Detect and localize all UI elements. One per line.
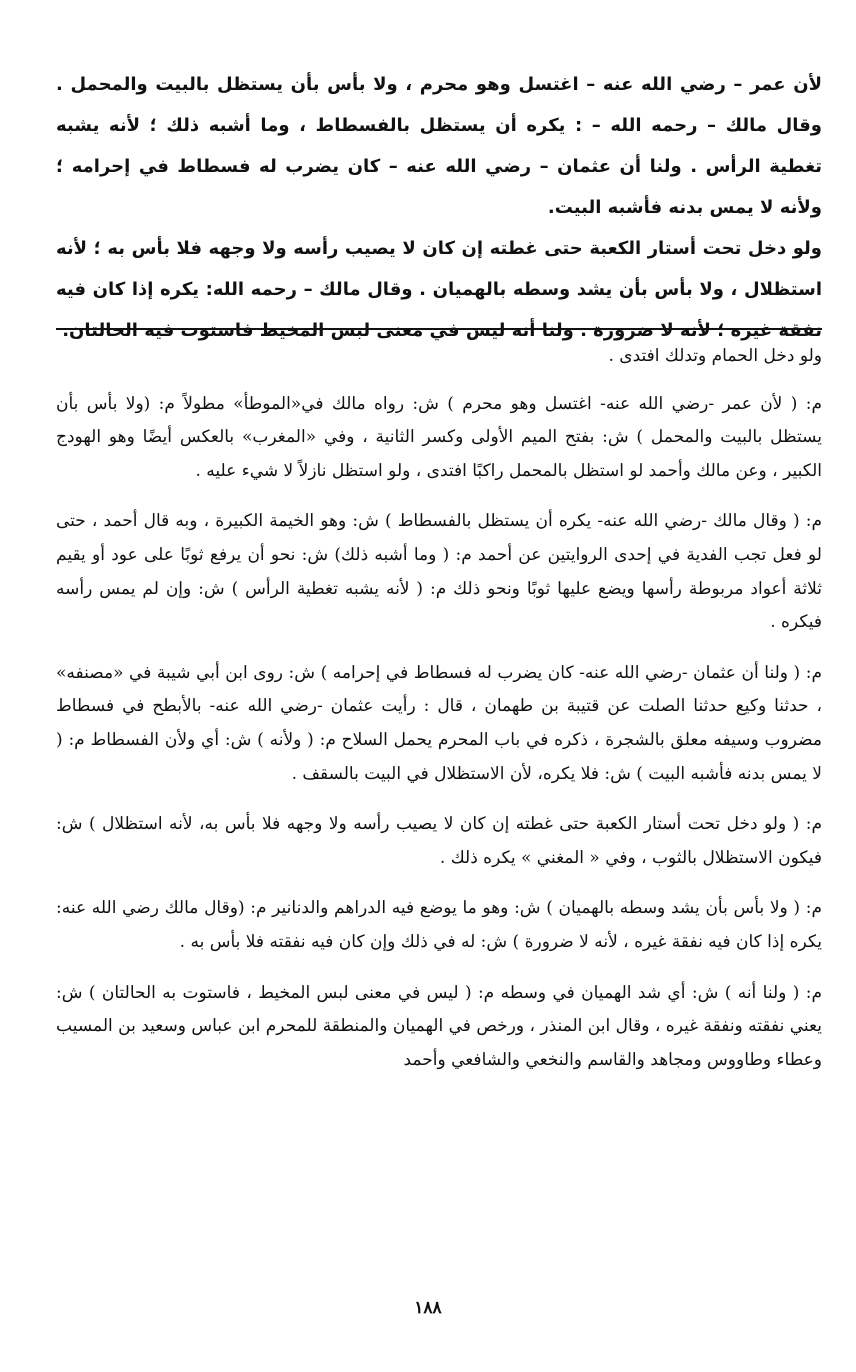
separator-line [56, 328, 822, 330]
commentary-paragraph: م: ( لأن عمر -رضي الله عنه- اغتسل وهو محرم ) ش: رواه مالك في«الموطأ» مطولاً م: (ولا بأس بأن يستظل بالبيت والمحمل ) ش: بفتح الميم الأولى وكسر الثانية ، وفي «المغرب» بالعكس أيضًا وهو الهودج الكبير ، وعن مالك وأحمد لو استظل بالمحمل راكبًا افتدى ، ولو استظل نازلاً لا شيء عليه . [56, 393, 822, 481]
commentary-paragraph: م: ( ولا بأس بأن يشد وسطه بالهميان ) ش: وهو ما يوضع فيه الدراهم والدنانير م: (وقال مالك رضي الله عنه: يكره إذا كان فيه نفقة غيره ، لأنه لا ضرورة ) ش: له في ذلك وإن كان فيه نفقته فلا بأس به . [56, 898, 822, 952]
sharh-commentary [56, 340, 822, 1094]
commentary-paragraph: م: ( ولنا أنه ) ش: أي شد الهميان في وسطه م: ( ليس في معنى لبس المخيط ، فاستوت به الحالتان ) ش: يعني نفقته ونفقة غيره ، وقال ابن المنذر ، ورخص في الهميان والمنطقة للمحرم ابن عباس وسعيد بن المسيب وعطاء وطاووس ومجاهد والقاسم والنخعي والشافعي وأحمد [56, 982, 822, 1070]
commentary-paragraph: ولو دخل الحمام وتدلك افتدى . [608, 346, 822, 366]
matn-paragraph: لأن عمر – رضي الله عنه – اغتسل وهو محرم ، ولا بأس بأن يستظل بالبيت والمحمل . وقال مالك – رحمه الله – : يكره أن يستظل بالفسطاط ، وما أشبه ذلك ؛ لأنه يشبه تغطية الرأس . ولنا أن عثمان – رضي الله عنه – كان يضرب له فسطاط في إحرامه ؛ ولأنه لا يمس بدنه فأشبه البيت. [56, 74, 822, 218]
commentary-paragraph: م: ( وقال مالك -رضي الله عنه- يكره أن يستظل بالفسطاط ) ش: وهو الخيمة الكبيرة ، وبه قال أحمد ، حتى لو فعل تجب الفدية في إحدى الروايتين عن أحمد م: ( وما أشبه ذلك) ش: نحو أن يرفع ثوبًا على عود أو يقيم ثلاثة أعواد مربوطة رأسها ويضع عليها ثوبًا ونحو ذلك م: ( لأنه يشبه تغطية الرأس ) ش: وإن لم يمس رأسه فيكره . [56, 511, 822, 633]
matn-paragraph: ولو دخل تحت أستار الكعبة حتى غطته إن كان لا يصيب رأسه ولا وجهه فلا بأس به ؛ لأنه استظلال ، ولا بأس بأن يشد وسطه بالهميان . وقال مالك – رحمه الله: يكره إذا كان فيه نفقة غيره ؛ لأنه لا ضرورة . ولنا أنه ليس في معنى لبس المخيط فاستوت فيه الحالتان. [56, 238, 822, 341]
commentary-paragraph: م: ( ولو دخل تحت أستار الكعبة حتى غطته إن كان لا يصيب رأسه ولا وجهه فلا بأس به، لأنه استظلال ) ش: فيكون الاستظلال بالثوب ، وفي « المغني » يكره ذلك . [56, 814, 822, 868]
matn-text [56, 64, 822, 351]
page-number: ١٨٨ [414, 1298, 442, 1318]
commentary-paragraph: م: ( ولنا أن عثمان -رضي الله عنه- كان يضرب له فسطاط في إحرامه ) ش: روى ابن أبي شيبة في «مصنفه» ، حدثنا وكيع حدثنا الصلت عن قتيبة بن طهمان ، قال : رأيت عثمان -رضي الله عنه- بالأبطح في فسطاط مضروب وسيفه معلق بالشجرة ، ذكره في باب المحرم يحمل السلاح م: ( ولأنه ) ش: أي ولأن الفسطاط م: ( لا يمس بدنه فأشبه البيت ) ش: فلا يكره، لأن الاستظلال في البيت بالسقف . [56, 662, 822, 784]
